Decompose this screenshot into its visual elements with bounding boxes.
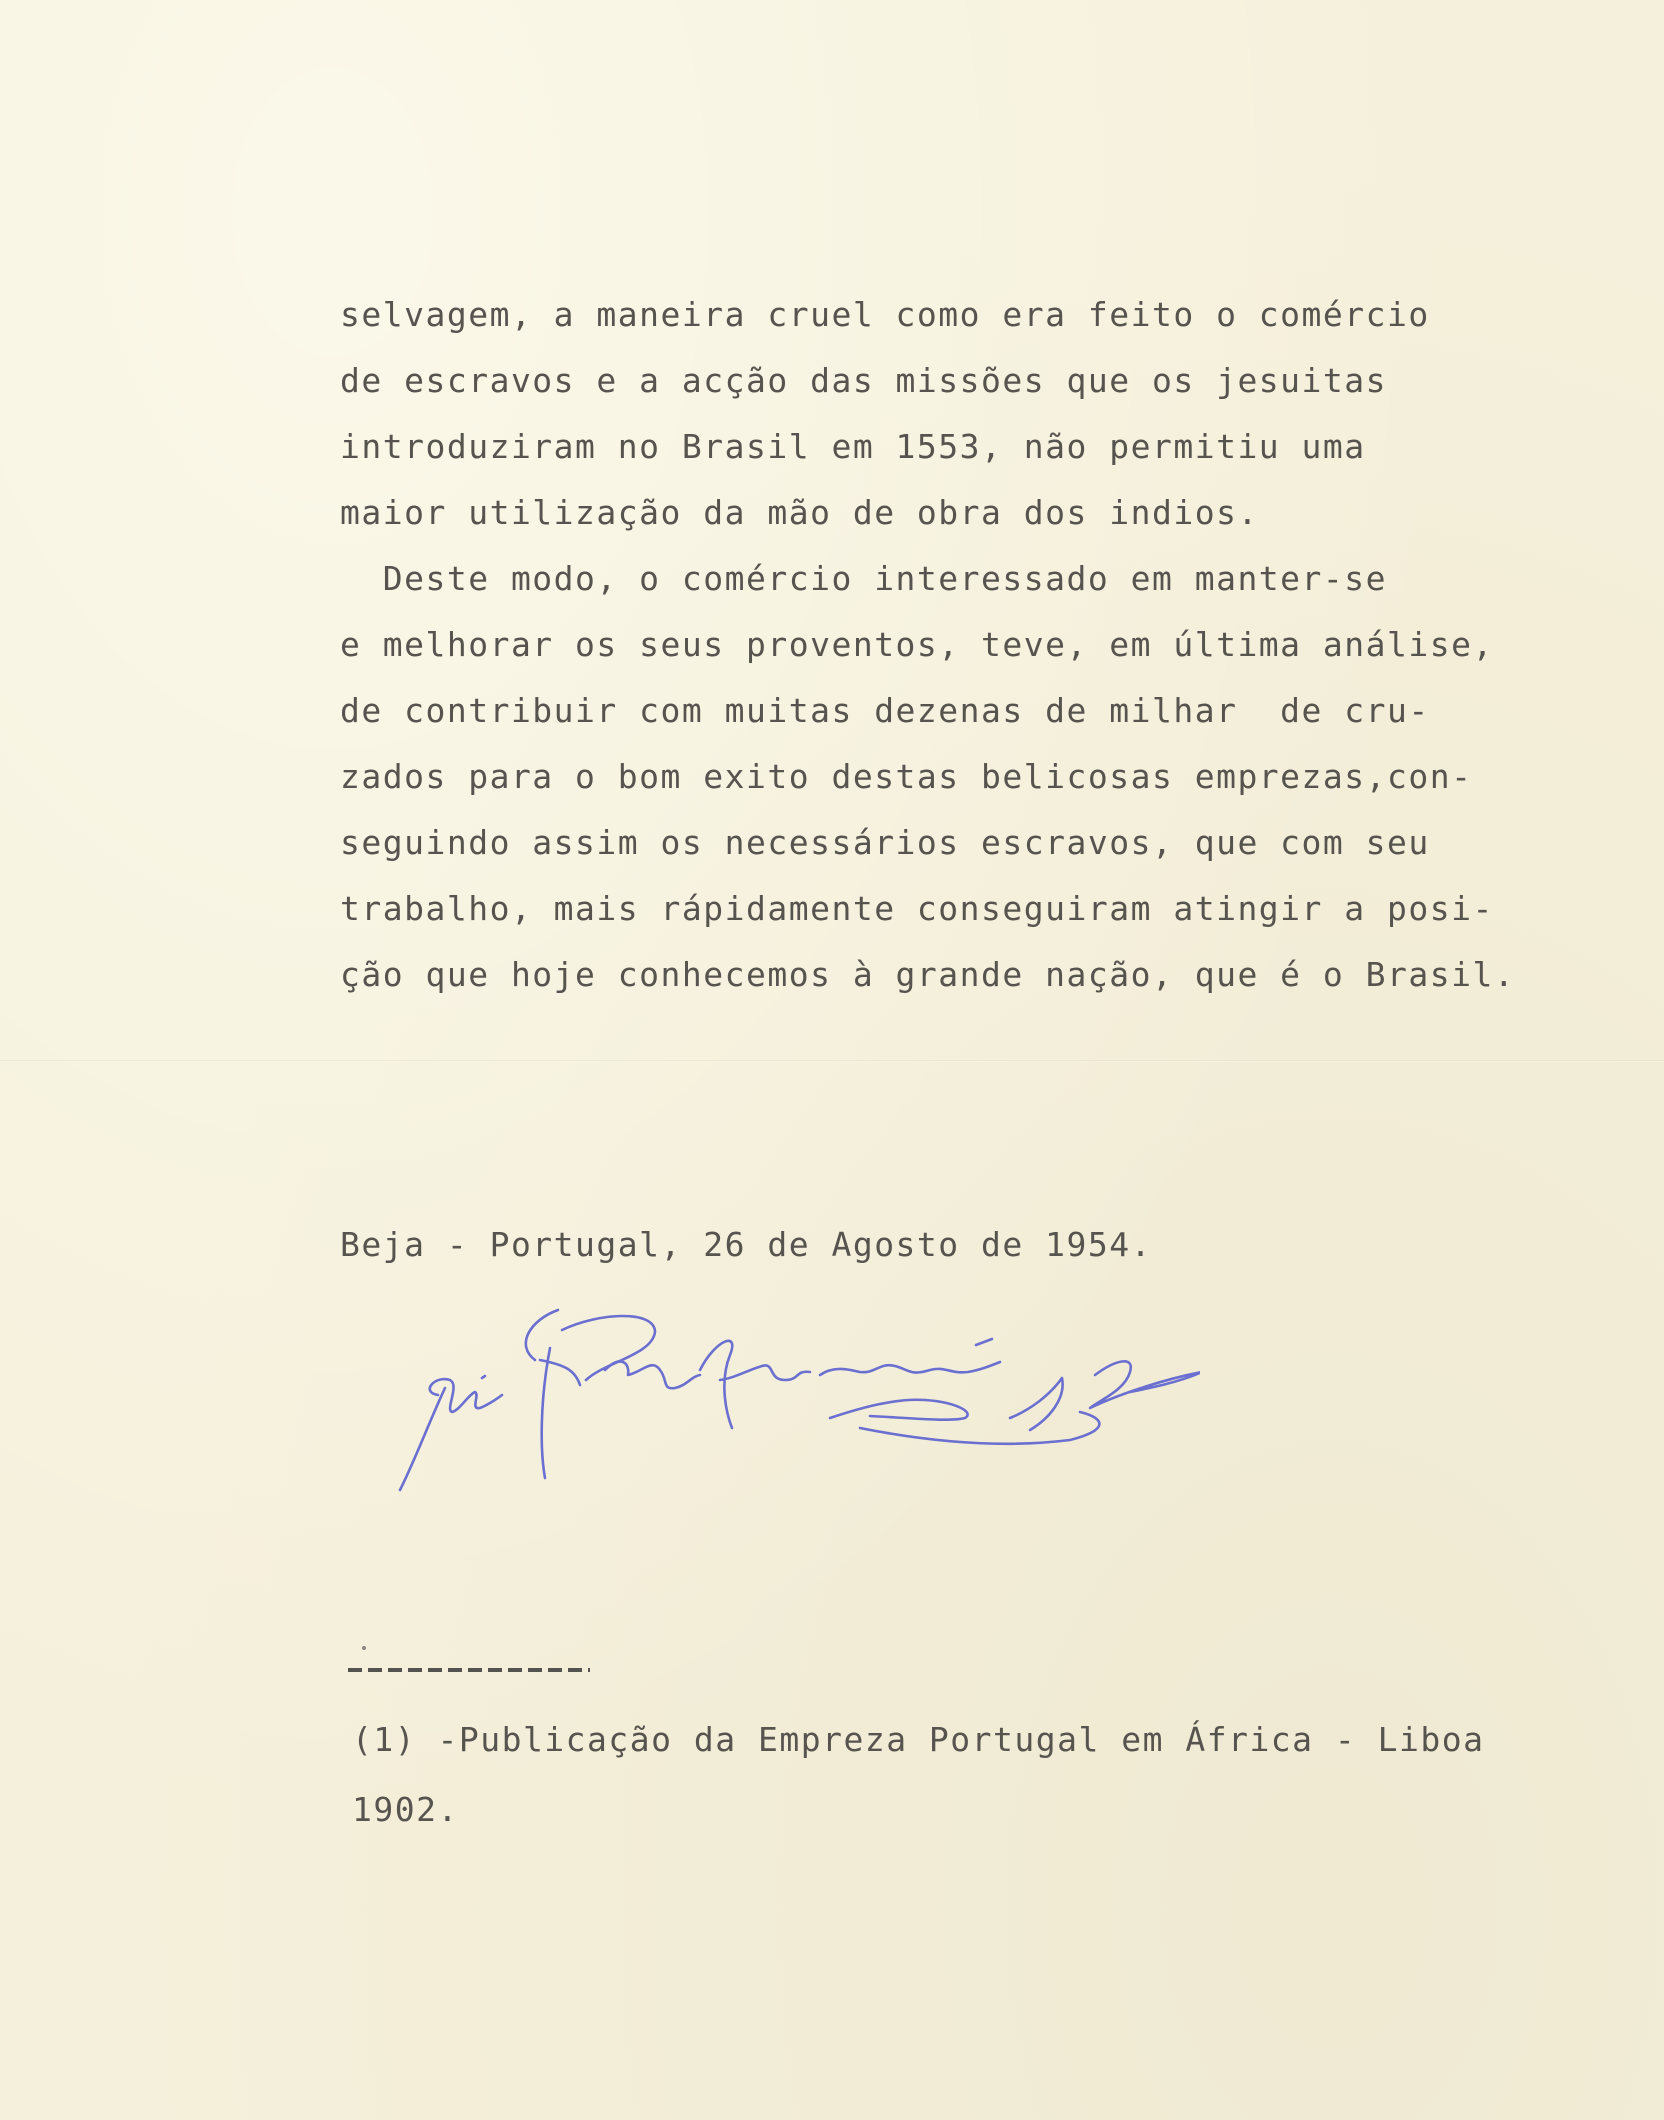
handwritten-signature: [390, 1300, 1200, 1500]
body-line: seguindo assim os necessários escravos, que com seu: [340, 823, 1430, 862]
paper-fold-crease: [0, 1060, 1664, 1062]
footnote-line: 1902.: [352, 1790, 459, 1829]
body-line: Deste modo, o comércio interessado em manter-se: [340, 559, 1388, 598]
ink-speck: [362, 1646, 366, 1650]
body-line: selvagem, a maneira cruel como era feito o comércio: [340, 295, 1430, 334]
body-line: e melhorar os seus proventos, teve, em última análise,: [340, 625, 1494, 664]
footnote-separator: [348, 1668, 590, 1672]
footnote-line: (1) -Publicação da Empreza Portugal em África - Liboa: [352, 1720, 1485, 1759]
body-line: de escravos e a acção das missões que os jesuitas: [340, 361, 1388, 400]
place-date: Beja - Portugal, 26 de Agosto de 1954.: [340, 1225, 1152, 1264]
body-line: zados para o bom exito destas belicosas emprezas,con-: [340, 757, 1473, 796]
body-line: de contribuir com muitas dezenas de milhar de cru-: [340, 691, 1430, 730]
body-line: ção que hoje conhecemos à grande nação, que é o Brasil.: [340, 955, 1516, 994]
body-line: introduziram no Brasil em 1553, não permitiu uma: [340, 427, 1366, 466]
body-line: maior utilização da mão de obra dos indios.: [340, 493, 1259, 532]
body-line: trabalho, mais rápidamente conseguiram atingir a posi-: [340, 889, 1494, 928]
